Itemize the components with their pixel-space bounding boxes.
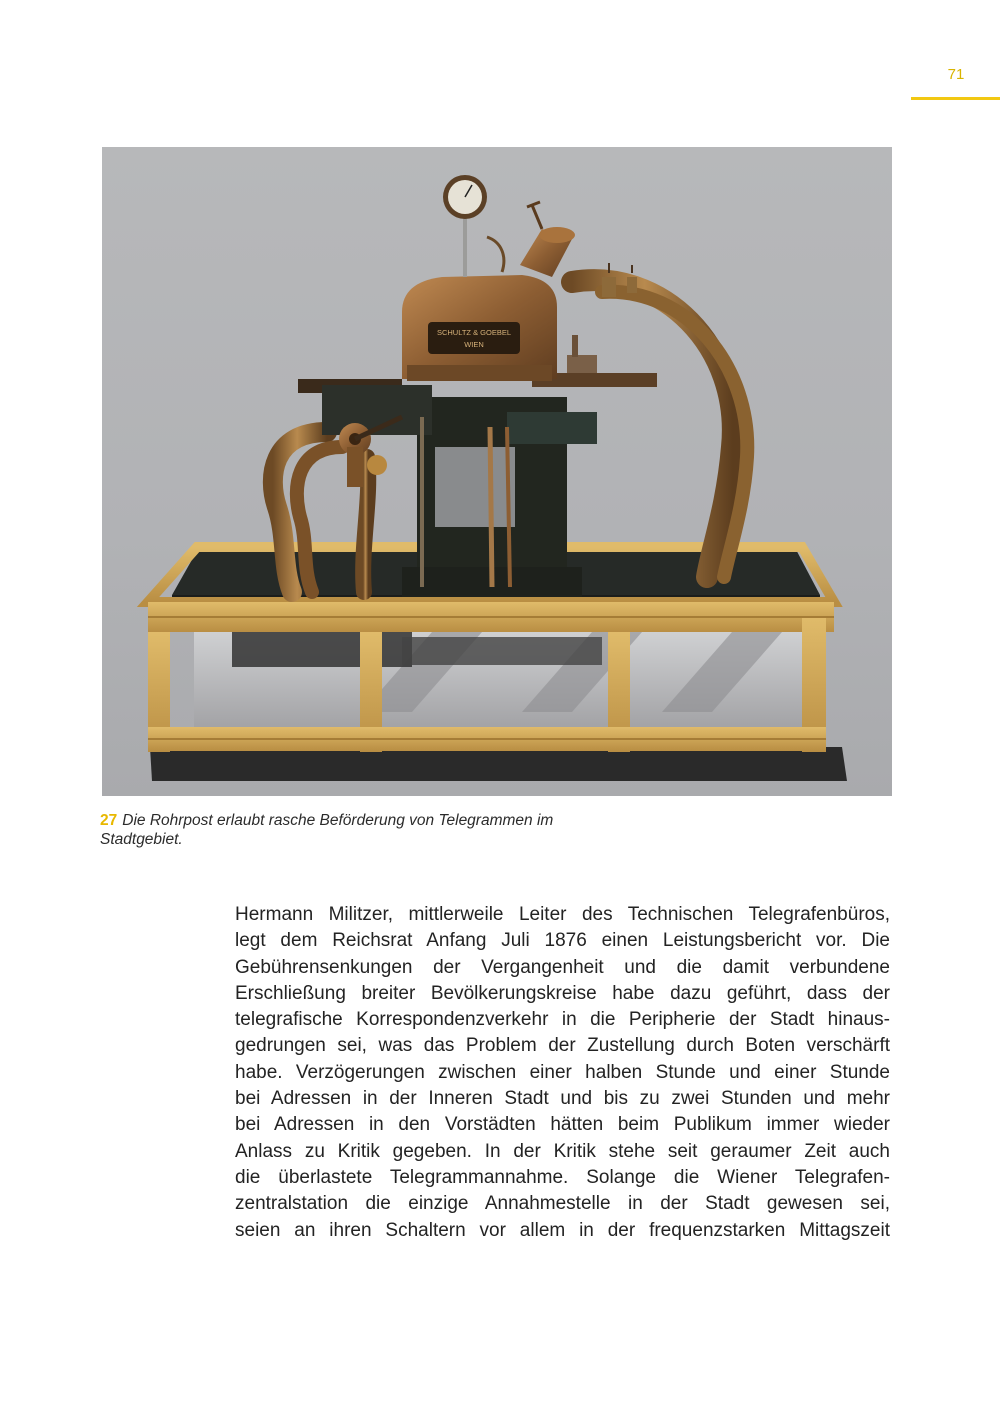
body-line: Anlass zu Kritik gegeben. In der Kritik stehe seit geraumer Zeit auch xyxy=(235,1140,890,1162)
page-number-rule xyxy=(911,97,1000,100)
figure-caption xyxy=(100,811,620,849)
figure-number: 27 xyxy=(100,812,118,829)
body-line: legt dem Reichsrat Anfang Juli 1876 einen Leistungsbericht vor. Die xyxy=(235,930,890,952)
body-line: bei Adressen in den Vorstädten hätten beim Publikum immer wieder xyxy=(235,1114,890,1136)
body-line: habe. Verzögerungen zwischen einer halben Stunde und einer Stunde xyxy=(235,1061,890,1083)
body-line: Erschließung breiter Bevölkerungskreise habe dazu geführt, dass der xyxy=(235,982,890,1004)
body-line: gedrungen sei, was das Problem der Zustellung durch Boten verschärft xyxy=(235,1035,890,1057)
body-line: Hermann Militzer, mittlerweile Leiter des Technischen Telegrafenbüros, xyxy=(235,904,890,925)
figure-caption-text: Die Rohrpost erlaubt rasche Beförderung von Telegrammen im Stadtgebiet. xyxy=(100,812,554,848)
body-line: seien an ihren Schaltern vor allem in der frequenzstarken Mittagszeit xyxy=(235,1219,890,1241)
nameplate-line-1: SCHULTZ & GOEBEL xyxy=(436,328,512,337)
page-number: 71 xyxy=(947,66,965,83)
body-line: Gebührensenkungen der Vergangenheit und die damit verbundene xyxy=(235,956,890,978)
pneumatic-post-apparatus-illustration xyxy=(102,147,892,796)
body-line: die überlastete Telegrammannahme. Solange die Wiener Telegrafen- xyxy=(235,1166,890,1188)
nameplate-line-2: WIEN xyxy=(464,340,484,349)
figure-photo-pneumatic-post-machine xyxy=(102,147,892,796)
body-line: zentralstation die einzige Annahmestelle in der Stadt gewesen sei, xyxy=(235,1193,890,1215)
body-line: bei Adressen in der Inneren Stadt und bis zu zwei Stunden und mehr xyxy=(235,1088,890,1110)
body-paragraph xyxy=(235,902,890,1244)
body-line: telegrafische Korrespondenzverkehr in die Peripherie der Stadt hinaus- xyxy=(235,1009,890,1031)
